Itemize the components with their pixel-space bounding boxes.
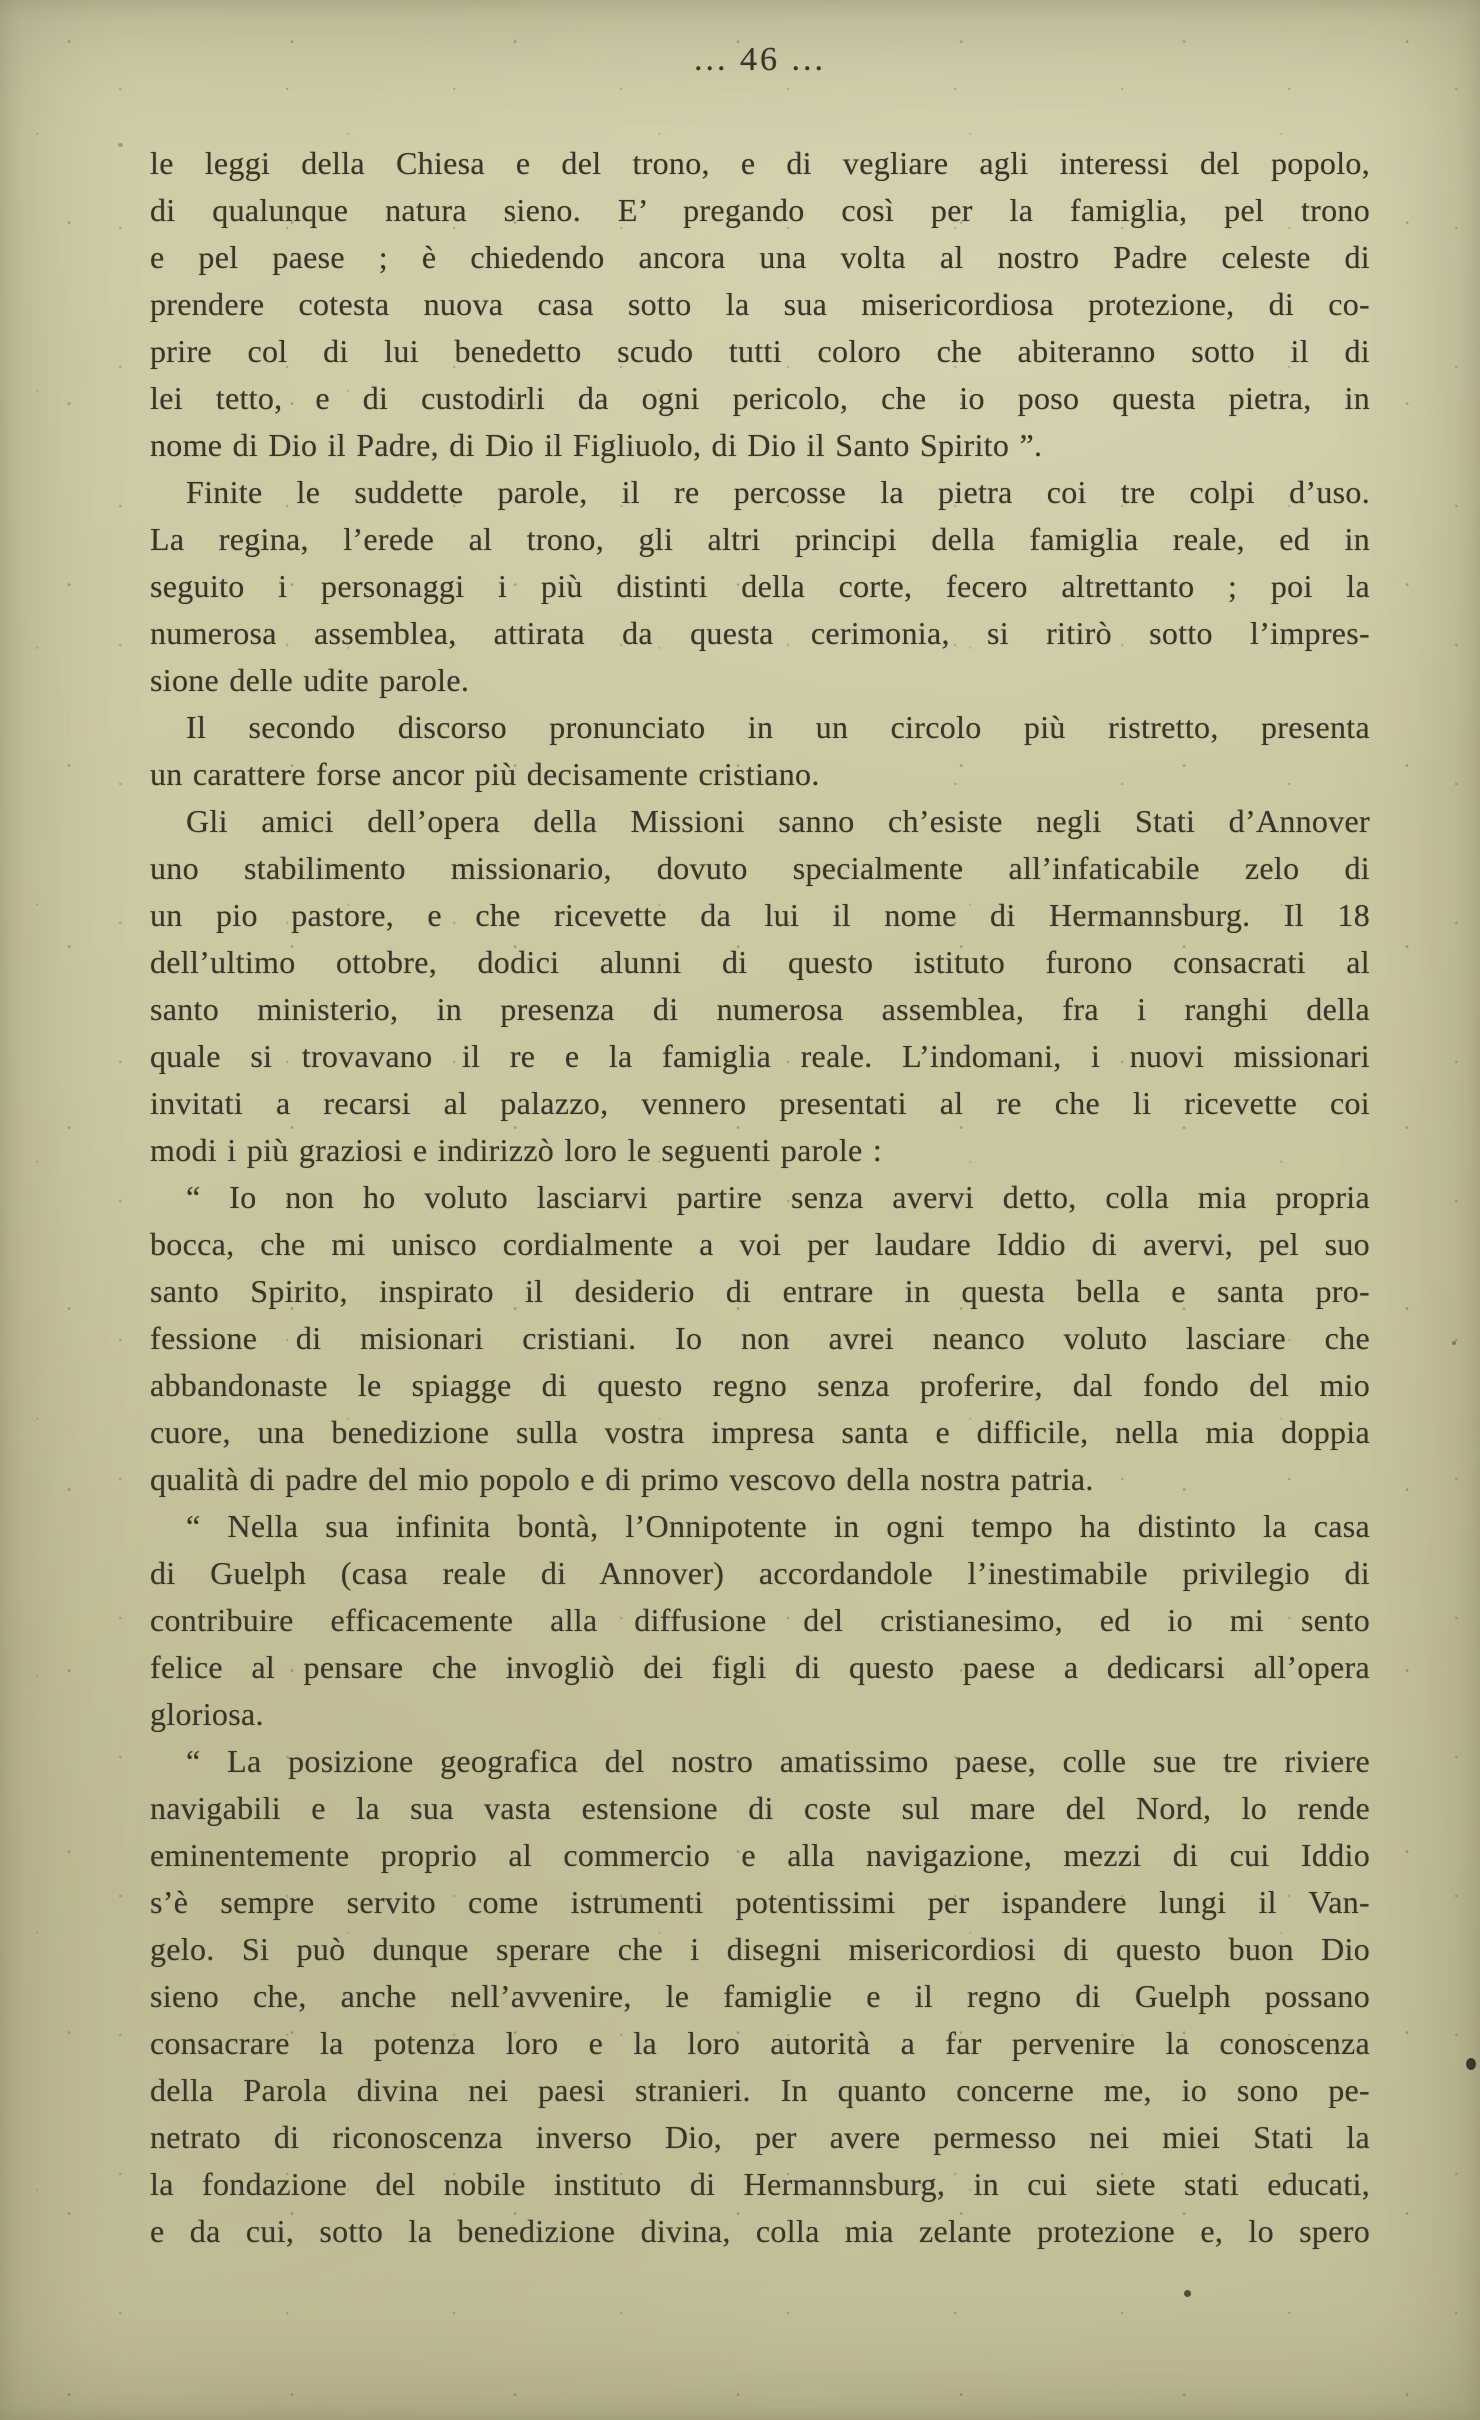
text-line: gloriosa. (150, 1696, 264, 1732)
text-line: di Guelph (casa reale di Annover) accordandole l’inestimabile privilegio di (150, 1555, 1370, 1591)
text-line: e pel paese ; è chiedendo ancora una volta al nostro Padre celeste di (150, 239, 1370, 275)
text-line: bocca, che mi unisco cordialmente a voi per laudare Iddio di avervi, pel suo (150, 1226, 1370, 1262)
text-line: netrato di riconoscenza inverso Dio, per avere permesso nei miei Stati la (150, 2119, 1370, 2155)
text-line: uno stabilimento missionario, dovuto specialmente all’infaticabile zelo di (150, 850, 1370, 886)
text-line: Il secondo discorso pronunciato in un circolo più ristretto, presenta (186, 709, 1370, 745)
text-line: navigabili e la sua vasta estensione di coste sul mare del Nord, lo rende (150, 1790, 1370, 1826)
text-line: quale si trovavano il re e la famiglia reale. L’indomani, i nuovi missionari (150, 1038, 1370, 1074)
text-line: cuore, una benedizione sulla vostra impresa santa e difficile, nella mia doppia (150, 1414, 1370, 1450)
ink-speck (118, 143, 123, 147)
text-line: “ Io non ho voluto lasciarvi partire senza avervi detto, colla mia propria (186, 1179, 1370, 1215)
text-line: felice al pensare che invogliò dei figli di questo paese a dedicarsi all’opera (150, 1649, 1370, 1685)
text-line: invitati a recarsi al palazzo, vennero presentati al re che li ricevette coi (150, 1085, 1370, 1121)
text-line: La regina, l’erede al trono, gli altri principi della famiglia reale, ed in (150, 521, 1370, 557)
text-line: abbandonaste le spiagge di questo regno senza proferire, dal fondo del mio (150, 1367, 1370, 1403)
ink-speck (1466, 2058, 1476, 2070)
text-line: sieno che, anche nell’avvenire, le famiglie e il regno di Guelph possano (150, 1978, 1370, 2014)
text-line: consacrare la potenza loro e la loro autorità a far pervenire la conoscenza (150, 2025, 1370, 2061)
text-line: di qualunque natura sieno. E’ pregando così per la famiglia, pel trono (150, 192, 1370, 228)
text-line: fessione di misionari cristiani. Io non avrei neanco voluto lasciare che (150, 1320, 1370, 1356)
text-line: prendere cotesta nuova casa sotto la sua misericordiosa protezione, di co- (150, 286, 1370, 322)
text-line: modi i più graziosi e indirizzò loro le seguenti parole : (150, 1132, 883, 1168)
text-line: e da cui, sotto la benedizione divina, colla mia zelante protezione e, lo spero (150, 2213, 1370, 2249)
text-line: le leggi della Chiesa e del trono, e di vegliare agli interessi del popolo, (150, 145, 1370, 181)
text-line: lei tetto, e di custodirli da ogni pericolo, che io poso questa pietra, in (150, 380, 1370, 416)
text-line: s’è sempre servito come istrumenti potentissimi per ispandere lungi il Van- (150, 1884, 1370, 1920)
text-line: prire col di lui benedetto scudo tutti coloro che abiteranno sotto il di (150, 333, 1370, 369)
text-line: sione delle udite parole. (150, 662, 470, 698)
text-line: “ Nella sua infinita bontà, l’Onnipotente in ogni tempo ha distinto la casa (186, 1508, 1370, 1544)
text-line: gelo. Si può dunque sperare che i disegni misericordiosi di questo buon Dio (150, 1931, 1370, 1967)
text-line: la fondazione del nobile instituto di Hermannsburg, in cui siete stati educati, (150, 2166, 1370, 2202)
text-line: Finite le suddette parole, il re percosse la pietra coi tre colpi d’uso. (186, 474, 1370, 510)
text-line: santo Spirito, inspirato il desiderio di entrare in questa bella e santa pro- (150, 1273, 1370, 1309)
ink-speck (1184, 2290, 1191, 2297)
text-line: santo ministerio, in presenza di numerosa assemblea, fra i ranghi della (150, 991, 1370, 1027)
text-line: un carattere forse ancor più decisamente cristiano. (150, 756, 820, 792)
text-line: Gli amici dell’opera della Missioni sanno ch’esiste negli Stati d’Annover (186, 803, 1370, 839)
text-line: nome di Dio il Padre, di Dio il Figliuolo, di Dio il Santo Spirito ”. (150, 427, 1043, 463)
ink-speck (1452, 1341, 1456, 1345)
text-block (150, 140, 1370, 2255)
text-line: dell’ultimo ottobre, dodici alunni di questo istituto furono consacrati al (150, 944, 1370, 980)
text-line: della Parola divina nei paesi stranieri. In quanto concerne me, io sono pe- (150, 2072, 1370, 2108)
text-line: “ La posizione geografica del nostro amatissimo paese, colle sue tre riviere (186, 1743, 1370, 1779)
text-line: eminentemente proprio al commercio e alla navigazione, mezzi di cui Iddio (150, 1837, 1370, 1873)
text-line: un pio pastore, e che ricevette da lui il nome di Hermannsburg. Il 18 (150, 897, 1370, 933)
text-line: numerosa assemblea, attirata da questa cerimonia, si ritirò sotto l’impres- (150, 615, 1370, 651)
text-line: qualità di padre del mio popolo e di primo vescovo della nostra patria. (150, 1461, 1094, 1497)
page-number: ... 46 ... (694, 41, 826, 78)
text-line: seguito i personaggi i più distinti della corte, fecero altrettanto ; poi la (150, 568, 1370, 604)
text-line: contribuire efficacemente alla diffusione del cristianesimo, ed io mi sento (150, 1602, 1370, 1638)
